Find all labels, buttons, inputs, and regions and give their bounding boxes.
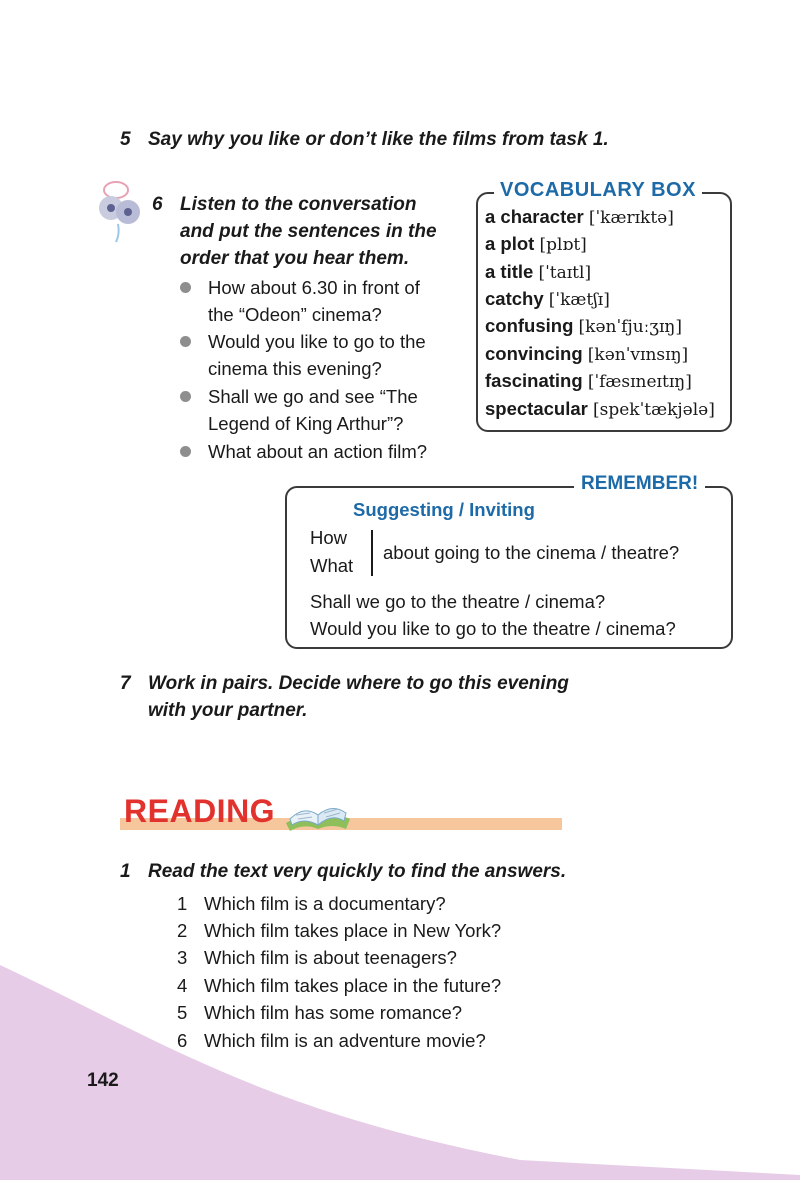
vocab-entry: confusing [kənˈfjuːʒɪŋ]	[485, 315, 683, 337]
page-number: 142	[87, 1070, 119, 1091]
phrase-how: How	[310, 527, 348, 548]
phrase-shall: Shall we go to the theatre / cinema?	[310, 591, 606, 612]
task-5	[120, 126, 609, 153]
task-instruction-line: Work in pairs. Decide where to go this evening	[148, 673, 569, 694]
task-instruction-line: Listen to the conversation	[180, 194, 417, 215]
vocabulary-box	[476, 192, 732, 432]
open-book-icon	[282, 795, 354, 835]
vocab-entry: convincing [kənˈvɪnsɪŋ]	[485, 343, 689, 365]
task-number: 1	[120, 861, 131, 882]
vocab-entry: a plot [plɒt]	[485, 233, 587, 255]
phrase-what: What	[310, 555, 354, 576]
reading-task-1	[120, 858, 566, 885]
bracket-divider	[371, 530, 373, 576]
remember-subtitle: Suggesting / Inviting	[353, 499, 535, 520]
question-item: 5 Which film has some romance?	[177, 1002, 463, 1023]
phrase-about: about going to the cinema / theatre?	[383, 542, 680, 563]
task-instruction-line: with your partner.	[148, 700, 308, 721]
task-instruction-line: and put the sentences in the	[180, 221, 437, 242]
question-item: 2 Which film takes place in New York?	[177, 920, 502, 941]
reading-section-title: READING	[124, 793, 276, 829]
phrase-would: Would you like to go to the theatre / cinema?	[310, 618, 676, 639]
bullet-icon	[180, 336, 191, 347]
bullet-icon	[180, 391, 191, 402]
vocab-entry: catchy [ˈkætʃɪ]	[485, 288, 610, 310]
vocab-entry: a title [ˈtaɪtl]	[485, 261, 592, 283]
bullet-icon	[180, 282, 191, 293]
task-instruction: Say why you like or don’t like the films from task 1.	[148, 129, 609, 150]
vocab-entry: fascinating [ˈfæsɪneɪtɪŋ]	[485, 370, 692, 392]
task-number: 7	[120, 673, 131, 694]
task-number: 5	[120, 129, 131, 150]
task-instruction: Read the text very quickly to find the answers.	[148, 861, 567, 882]
vocab-entry: a character [ˈkærɪktə]	[485, 206, 674, 228]
question-item: 4 Which film takes place in the future?	[177, 975, 502, 996]
vocabulary-box-title: VOCABULARY BOX	[494, 179, 702, 202]
task-number: 6	[152, 194, 163, 215]
task-instruction-line: order that you hear them.	[180, 248, 410, 269]
question-item: 3 Which film is about teenagers?	[177, 947, 457, 968]
question-item: 1 Which film is a documentary?	[177, 893, 446, 914]
vocab-entry: spectacular [spekˈtækjələ]	[485, 398, 715, 420]
question-item: 6 Which film is an adventure movie?	[177, 1030, 486, 1051]
audio-cd-icon	[98, 176, 144, 244]
bullet-icon	[180, 446, 191, 457]
remember-box-title: REMEMBER!	[574, 473, 705, 495]
